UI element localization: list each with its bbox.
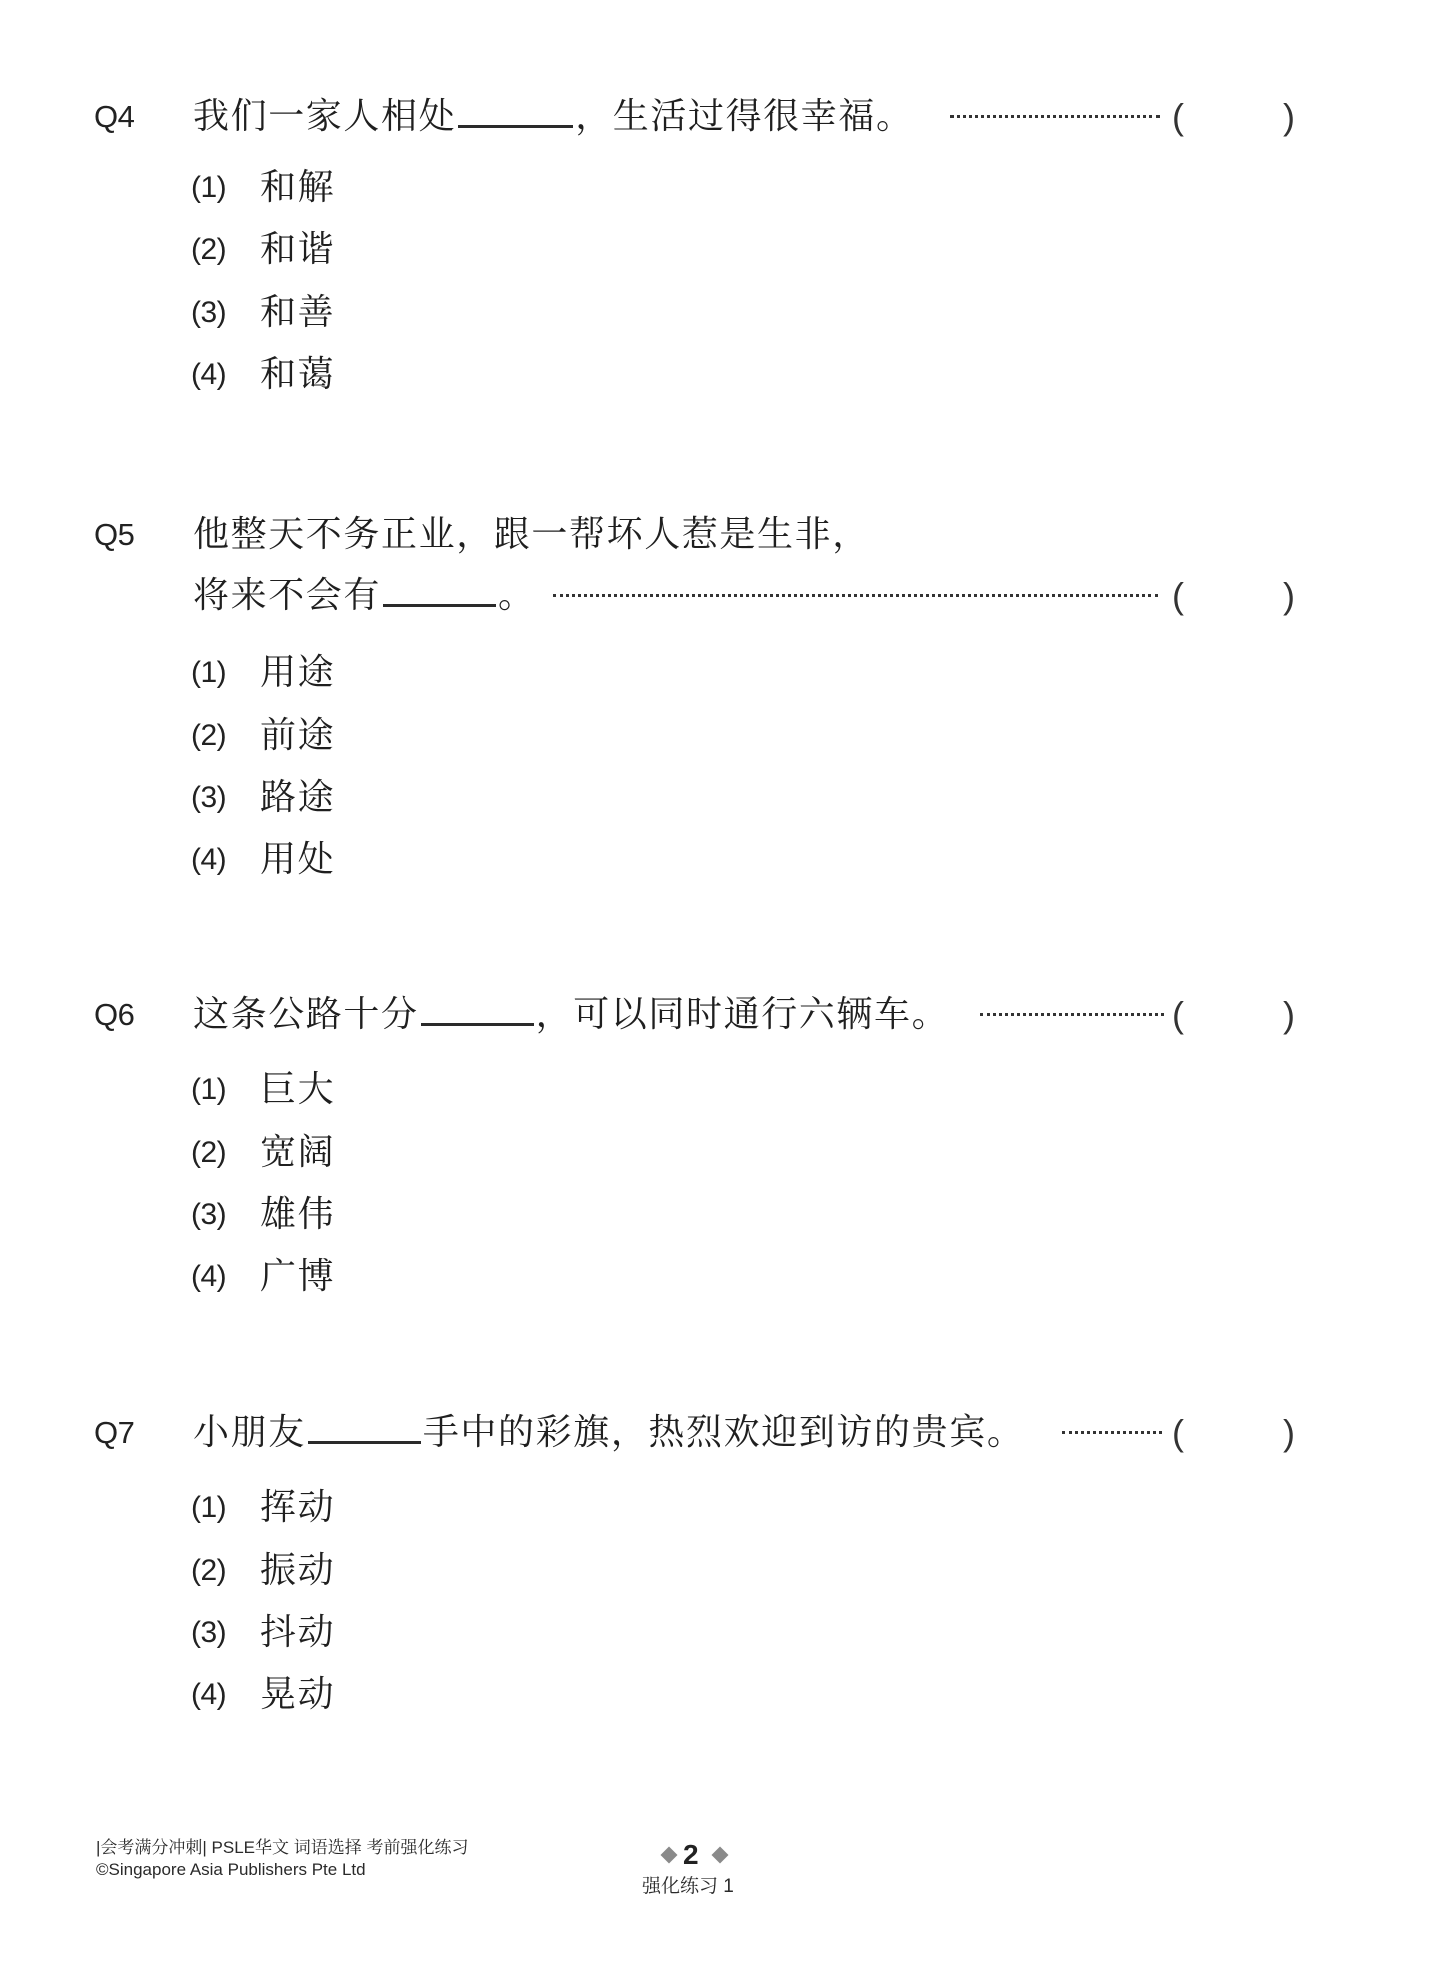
option-text: 振动: [260, 1550, 336, 1591]
question-number: Q5: [94, 517, 135, 552]
option-label: (3): [191, 1198, 227, 1231]
answer-blank: [421, 993, 534, 1026]
leader-dots: [980, 1013, 1164, 1016]
option-label: (1): [191, 171, 227, 204]
answer-paren-close: ): [1283, 96, 1295, 137]
stem-after-blank: 手中的彩旗，热烈欢迎到访的贵宾。: [422, 1412, 1025, 1453]
option-label: (1): [191, 1491, 227, 1524]
stem-before-blank: 我们一家人相处: [193, 96, 457, 137]
answer-paren-open: (: [1172, 575, 1184, 616]
question-stem: [193, 993, 949, 1037]
option-label: (1): [191, 1073, 227, 1106]
option-text: 用途: [260, 652, 336, 693]
answer-box[interactable]: [1195, 993, 1280, 1037]
option-label: (4): [191, 1678, 227, 1711]
answer-blank: [458, 95, 573, 128]
option-label: (1): [191, 656, 227, 689]
option-label: (2): [191, 233, 227, 266]
option-label: (2): [191, 1554, 227, 1587]
leader-dots: [1062, 1431, 1162, 1434]
question-stem: [193, 95, 914, 139]
option-text: 宽阔: [260, 1132, 336, 1173]
question-stem: [193, 1411, 1024, 1455]
option-label: (2): [191, 1136, 227, 1169]
page-number: 2: [683, 1839, 699, 1870]
option-label: (4): [191, 358, 227, 391]
question-stem-line2: [193, 574, 536, 618]
diamond-icon: [712, 1847, 729, 1864]
question-number: Q7: [94, 1415, 135, 1450]
option-label: (4): [191, 1260, 227, 1293]
option-text: 和谐: [260, 229, 336, 270]
option-text: 和善: [260, 292, 336, 333]
answer-box[interactable]: [1195, 95, 1280, 139]
footer-copyright: ©Singapore Asia Publishers Pte Ltd: [96, 1860, 366, 1879]
leader-dots: [950, 115, 1160, 118]
answer-paren-close: ): [1283, 1412, 1295, 1453]
footer-section: 强化练习 1: [642, 1876, 734, 1897]
leader-dots: [553, 594, 1158, 597]
answer-box[interactable]: [1195, 1411, 1280, 1455]
answer-paren-close: ): [1283, 994, 1295, 1035]
stem-after-blank: ，可以同时通行六辆车。: [535, 994, 950, 1035]
answer-blank: [308, 1411, 421, 1444]
answer-paren-close: ): [1283, 575, 1295, 616]
question-number: Q6: [94, 997, 135, 1032]
option-label: (3): [191, 296, 227, 329]
option-text: 路途: [260, 777, 336, 818]
diamond-icon: [661, 1847, 678, 1864]
option-label: (4): [191, 843, 227, 876]
stem-before-blank: 这条公路十分: [193, 994, 419, 1035]
option-label: (3): [191, 781, 227, 814]
option-text: 晃动: [260, 1674, 336, 1715]
footer-book-title: |会考满分冲刺| PSLE华文 词语选择 考前强化练习: [96, 1838, 469, 1857]
option-label: (3): [191, 1616, 227, 1649]
stem-before-blank: 小朋友: [193, 1412, 306, 1453]
answer-paren-open: (: [1172, 1412, 1184, 1453]
option-text: 广博: [260, 1256, 336, 1297]
option-text: 挥动: [260, 1487, 336, 1528]
stem-before-blank: 将来不会有: [193, 575, 382, 616]
stem-after-blank: 。: [498, 575, 536, 616]
question-number: Q4: [94, 99, 135, 134]
option-text: 前途: [260, 715, 336, 756]
option-text: 用处: [260, 839, 336, 880]
stem-after-blank: ，生活过得很幸福。: [575, 96, 914, 137]
answer-paren-open: (: [1172, 96, 1184, 137]
answer-blank: [383, 574, 496, 607]
option-text: 巨大: [260, 1069, 336, 1110]
option-label: (2): [191, 719, 227, 752]
answer-box[interactable]: [1195, 574, 1280, 618]
question-stem-line1: 他整天不务正业，跟一帮坏人惹是生非，: [193, 514, 870, 555]
answer-paren-open: (: [1172, 994, 1184, 1035]
option-text: 和蔼: [260, 354, 336, 395]
option-text: 抖动: [260, 1612, 336, 1653]
option-text: 和解: [260, 167, 336, 208]
option-text: 雄伟: [260, 1194, 336, 1235]
